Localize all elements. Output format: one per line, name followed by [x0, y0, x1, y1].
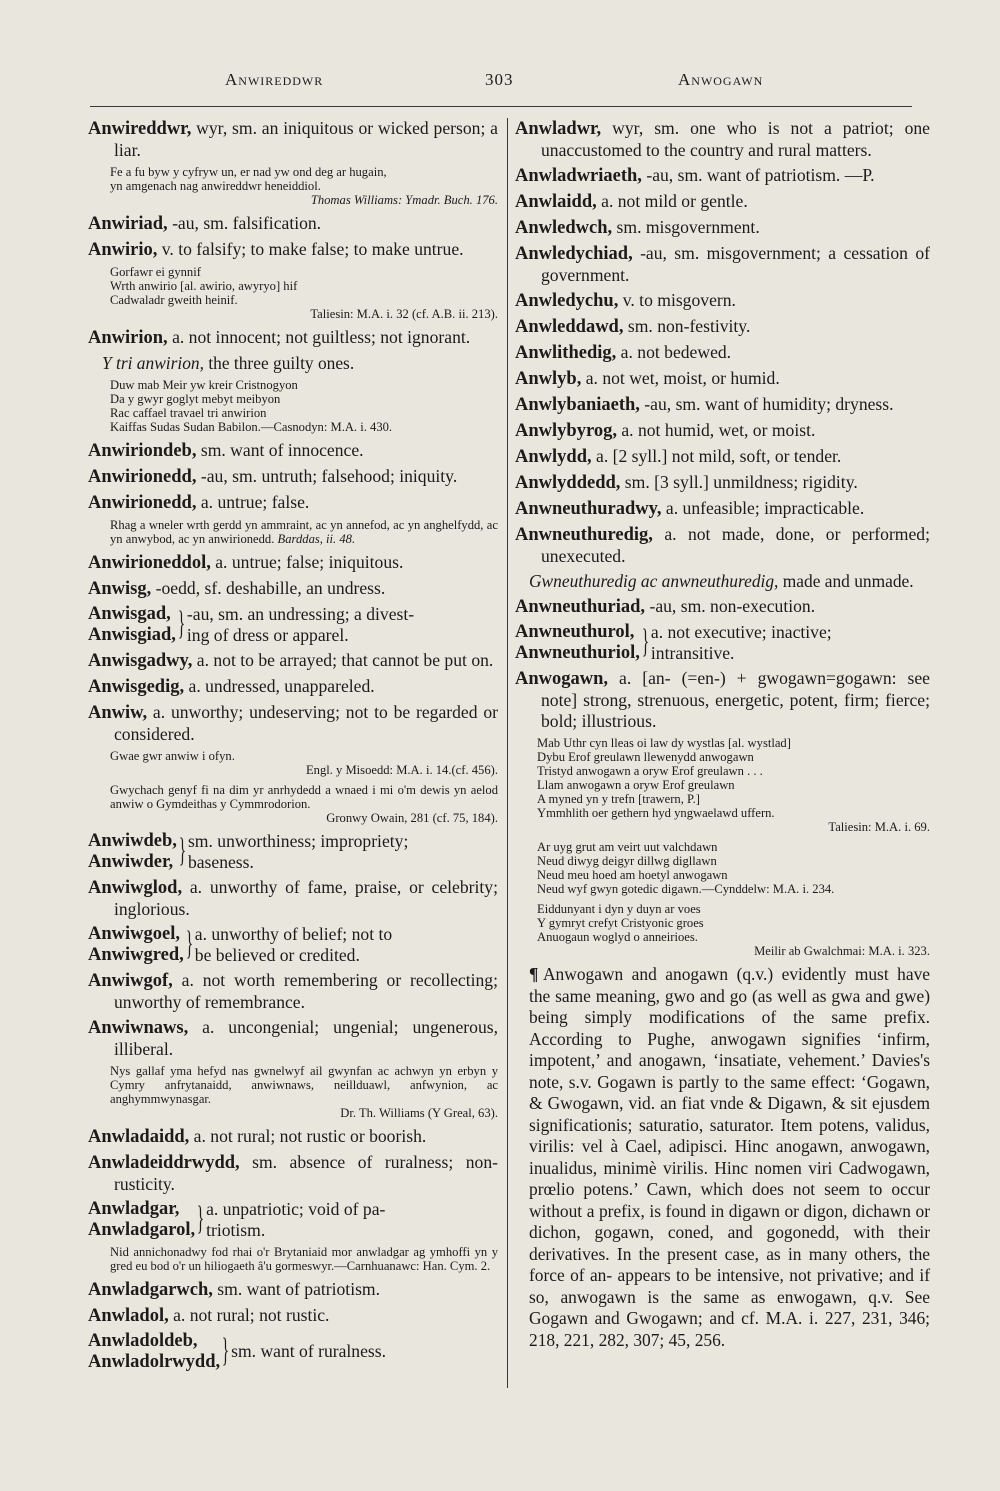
running-head-right: Anwogawn	[678, 70, 764, 89]
headword: Anwlybyrog,	[515, 421, 617, 441]
headword: Anwirio,	[88, 240, 158, 260]
definition: v. to misgovern.	[618, 290, 736, 310]
citation: Taliesin: M.A. i. 32 (cf. A.B. ii. 213).	[310, 307, 498, 321]
headword: Anwiriad,	[88, 214, 168, 234]
headword: Anwneuthuriol,	[515, 643, 640, 663]
headword: Anwirionedd,	[88, 467, 197, 487]
headword: Anwlybaniaeth,	[515, 395, 640, 415]
page-number: 303	[485, 70, 514, 89]
quote-line: Cadwaladr gweith heinif.	[110, 293, 238, 307]
entry	[515, 446, 930, 468]
entry	[515, 243, 930, 286]
brace: }	[178, 832, 187, 869]
headword: Anwneuthuradwy,	[515, 499, 662, 519]
citation: Dr. Th. Williams (Y Greal, 63).	[340, 1106, 498, 1120]
entry	[88, 1126, 498, 1148]
shared-definition	[206, 1199, 446, 1241]
headword-group	[515, 622, 640, 664]
entry	[515, 342, 930, 364]
definition: a. not rural; not rustic or boorish.	[189, 1126, 427, 1146]
definition: a. unpatriotic; void of pa-	[206, 1199, 386, 1219]
entry	[88, 1152, 498, 1195]
headword: Anwladol,	[88, 1306, 169, 1326]
entry	[88, 970, 498, 1013]
entry-pair	[515, 622, 930, 664]
headword: Anwirion,	[88, 328, 168, 348]
quotation	[88, 749, 498, 777]
quote-line: Kaiffas Sudas Sudan Babilon.—Casnodyn: M.A. i. 430.	[110, 420, 393, 434]
quote-line: Wrth anwirio [al. awirio, awyryo] hif	[110, 279, 298, 293]
headword: Anwladwriaeth,	[515, 166, 642, 186]
definition: sm. [3 syll.] unmildness; rigidity.	[620, 472, 858, 492]
definition: a. not rural; not rustic.	[168, 1305, 330, 1325]
entry	[88, 877, 498, 920]
entry-pair	[88, 1199, 498, 1241]
quotation	[515, 902, 930, 958]
definition: triotism.	[206, 1220, 266, 1240]
headword-group	[88, 604, 176, 646]
headword: Anwlydd,	[515, 447, 592, 467]
usage-example	[88, 353, 498, 374]
brace: }	[221, 1332, 230, 1369]
definition: a. unfeasible; impracticable.	[661, 498, 865, 518]
headword-group	[88, 831, 177, 873]
quotation	[515, 736, 930, 834]
definition: -au, sm. want of humidity; dryness.	[639, 394, 894, 414]
definition: a. [2 syll.] not mild, soft, or tender.	[591, 446, 842, 466]
definition: -oedd, sf. deshabille, an undress.	[151, 578, 386, 598]
entry	[515, 368, 930, 390]
brace: }	[177, 605, 186, 642]
headword-group	[88, 1331, 220, 1373]
entry	[515, 290, 930, 312]
definition: sm. want of ruralness.	[231, 1341, 386, 1361]
entry-pair	[88, 1331, 498, 1373]
headword: Anwladgarol,	[88, 1220, 196, 1240]
quote-line: Gorfawr ei gynnif	[110, 265, 201, 279]
definition: -au, sm. falsification.	[167, 213, 322, 233]
entry	[88, 650, 498, 672]
entry-pair	[88, 831, 498, 873]
running-head	[90, 70, 910, 100]
definition: a. not made, done, or performed; unexecuted.	[541, 524, 930, 566]
example-gloss: made and unmade.	[778, 571, 914, 591]
headword: Anwisg,	[88, 579, 152, 599]
entry	[515, 472, 930, 494]
entry	[515, 217, 930, 239]
shared-definition	[231, 1331, 451, 1362]
definition: sm. want of innocence.	[196, 440, 364, 460]
headword: Anwiwder,	[88, 852, 174, 872]
headword: Anwisgedig,	[88, 677, 185, 697]
quotation	[88, 783, 498, 825]
headword: Anwladaidd,	[88, 1127, 190, 1147]
entry	[88, 492, 498, 514]
definition: a. unworthy of belief; not to	[194, 924, 393, 944]
headword: Anwisgiad,	[88, 625, 176, 645]
quote-line: Dybu Erof greulawn llewenydd anwogawn	[537, 750, 754, 764]
quote-line: Eiddunyant i dyn y duyn ar voes	[537, 902, 701, 916]
quote-line: Neud meu hoed am hoetyl anwogawn	[537, 868, 728, 882]
definition: a. not to be arrayed; that cannot be put on.	[192, 650, 494, 670]
citation: Gronwy Owain, 281 (cf. 75, 184).	[326, 811, 498, 825]
quote-line: yn amgenach nag anwireddwr heneiddiol.	[110, 179, 321, 193]
entry	[88, 239, 498, 261]
entry	[515, 420, 930, 442]
headword: Anwiwdeb,	[88, 831, 177, 851]
citation: Taliesin: M.A. i. 69.	[828, 820, 930, 834]
headword: Anwiwnaws,	[88, 1018, 189, 1038]
quote-text: Nid annichonadwy fod rhai o'r Brytaniaid mor anwladgar ag ymhoffi yn y gred eu bod o'r un hiliogaeth â'u gormeswyr.—Carnhuanawc: Han. Cym. 2.	[110, 1245, 498, 1273]
quote-line: Da y gwyr goglyt mebyt meibyon	[110, 392, 281, 406]
definition: ing of dress or apparel.	[186, 625, 349, 645]
definition: a. undressed, unappareled.	[184, 676, 375, 696]
definition: a. not executive; inactive;	[650, 622, 832, 642]
headword: Anwneuthuriad,	[515, 597, 646, 617]
definition: sm. non-festivity.	[623, 316, 751, 336]
quote-line: Neud diwyg deigyr dillwg digllawn	[537, 854, 717, 868]
headword: Anwladgar,	[88, 1199, 180, 1219]
usage-example	[515, 571, 930, 592]
shared-definition	[195, 924, 457, 966]
definition: -au, sm. want of patriotism. —P.	[641, 165, 875, 185]
headword: Anwladgarwch,	[88, 1280, 213, 1300]
entry	[88, 1017, 498, 1060]
quote-line: Y gymryt crefyt Cristyonic groes	[537, 916, 704, 930]
headword: Anwladwr,	[515, 119, 602, 139]
entry	[515, 596, 930, 618]
quote-line: Fe a fu byw y cyfryw un, er nad yw ond deg ar hugain,	[110, 165, 387, 179]
quotation	[88, 165, 498, 207]
headword: Anwladolrwydd,	[88, 1352, 221, 1372]
definition: baseness.	[187, 852, 254, 872]
definition: sm. want of patriotism.	[212, 1279, 381, 1299]
definition: a. uncongenial; ungenial; ungenerous, illiberal.	[114, 1017, 498, 1059]
headword: Anwisgadwy,	[88, 651, 193, 671]
entry	[88, 213, 498, 235]
quotation	[88, 1245, 498, 1273]
citation: Meilir ab Gwalchmai: M.A. i. 323.	[754, 944, 930, 958]
entry	[88, 552, 498, 574]
entry	[515, 118, 930, 161]
quote-line: Gwae gwr anwiw i ofyn.	[110, 749, 235, 763]
definition: a. not wet, moist, or humid.	[581, 368, 780, 388]
definition: sm. unworthiness; impropriety;	[187, 831, 409, 851]
quote-line: Duw mab Meir yw kreir Cristnogyon	[110, 378, 298, 392]
headword: Anwisgad,	[88, 604, 171, 624]
headword-group	[88, 924, 184, 966]
right-column	[515, 118, 930, 1351]
header-rule	[90, 106, 912, 107]
entry	[88, 676, 498, 698]
entry	[88, 118, 498, 161]
headword: Anwledwch,	[515, 218, 613, 238]
definition: -au, sm. misgovernment; a cessation of government.	[541, 243, 930, 285]
definition: v. to falsify; to make false; to make untrue.	[157, 239, 464, 259]
column-rule	[507, 118, 508, 1388]
definition: be believed or credited.	[194, 945, 360, 965]
quote-line: Tristyd anwogawn a oryw Erof greulawn . . .	[537, 764, 763, 778]
quote-line: Rac caffael travael tri anwirion	[110, 406, 267, 420]
shared-definition	[188, 831, 466, 873]
entry	[515, 524, 930, 567]
headword-group	[88, 1199, 195, 1241]
citation: Barddas, ii. 48.	[277, 532, 356, 546]
quote-line: Ymmhlith oer gethern hyd yngwaelawd uffern.	[537, 806, 775, 820]
entry	[88, 466, 498, 488]
headword: Anwiw,	[88, 703, 148, 723]
entry	[88, 1305, 498, 1327]
paragraph-mark: ¶	[529, 964, 539, 984]
quote-text: Rhag a wneler wrth gerdd yn ammraint, ac yn annefod, ac yn anghelfydd, ac yn anwybod, ac yn anwirionedd.	[110, 518, 498, 546]
headword: Anwogawn,	[515, 669, 609, 689]
headword: Anwladeiddrwydd,	[88, 1153, 240, 1173]
headword: Anwladoldeb,	[88, 1331, 198, 1351]
brace: }	[185, 925, 193, 962]
quote-line: Ar uyg grut am veirt uut valchdawn	[537, 840, 718, 854]
definition: -au, sm. an undressing; a divest-	[186, 604, 415, 624]
definition: a. unworthy of fame, praise, or celebrity; inglorious.	[114, 877, 498, 919]
running-head-left: Anwireddwr	[225, 70, 324, 89]
headword: Anwlyddedd,	[515, 473, 621, 493]
headword: Anwlaidd,	[515, 192, 597, 212]
quotation	[88, 378, 498, 434]
headword: Anwiriondeb,	[88, 441, 197, 461]
quotation	[88, 518, 498, 546]
brace: }	[196, 1200, 205, 1237]
quote-line: Mab Uthr cyn lleas oi law dy wystlas [al. wystlad]	[537, 736, 791, 750]
definition: a. untrue; false; iniquitous.	[210, 552, 404, 572]
headword: Anwledychiad,	[515, 244, 633, 264]
entry	[88, 440, 498, 462]
quotation	[88, 265, 498, 321]
entry	[515, 316, 930, 338]
entry	[515, 668, 930, 732]
definition: a. not innocent; not guiltless; not ignorant.	[167, 327, 471, 347]
entry-pair	[88, 924, 498, 966]
quotation	[515, 840, 930, 896]
definition: sm. absence of ruralness; non-rusticity.	[114, 1152, 498, 1194]
example-gloss: the three guilty ones.	[203, 353, 355, 373]
quote-line: Llam anwogawn a oryw Erof greulawn	[537, 778, 735, 792]
definition: a. not mild or gentle.	[596, 191, 748, 211]
definition: -au, sm. untruth; falsehood; iniquity.	[196, 466, 458, 486]
headword: Anwledychu,	[515, 291, 619, 311]
headword: Anwlithedig,	[515, 343, 617, 363]
left-column	[88, 118, 498, 1377]
quote-line: A myned yn y trefn [trawern, P.]	[537, 792, 700, 806]
entry	[515, 394, 930, 416]
entry	[88, 1279, 498, 1301]
etymology-note	[515, 964, 930, 1351]
citation: Thomas Williams: Ymadr. Buch. 176.	[310, 193, 498, 207]
headword: Anwneuthuredig,	[515, 525, 653, 545]
definition: intransitive.	[650, 643, 735, 663]
entry	[88, 327, 498, 349]
definition: a. not bedewed.	[616, 342, 732, 362]
entry	[515, 498, 930, 520]
definition: a. untrue; false.	[196, 492, 310, 512]
headword: Anwiwgof,	[88, 971, 173, 991]
definition: a. not worth remembering or recollecting; unworthy of remembrance.	[114, 970, 498, 1012]
quote-text: Nys gallaf yma hefyd nas gwnelwyf ail gwynfan ac achwyn yn erbyn y Cymry anfrytanaidd, anwiwnaws, neillduawl, anfwynion, ac anghymmwynasgar.	[110, 1064, 498, 1106]
headword: Anwneuthurol,	[515, 622, 635, 642]
definition: sm. misgovernment.	[612, 217, 760, 237]
shared-definition	[651, 622, 906, 664]
headword: Anwirioneddol,	[88, 553, 211, 573]
definition: wyr, sm. an iniquitous or wicked person; a liar.	[114, 118, 498, 160]
headword: Anwiwgred,	[88, 945, 184, 965]
brace: }	[641, 623, 650, 660]
example-phrase: Y tri anwirion,	[102, 353, 204, 373]
entry	[88, 578, 498, 600]
entry-pair	[88, 604, 498, 646]
entry	[515, 165, 930, 187]
citation: Engl. y Misoedd: M.A. i. 14.(cf. 456).	[305, 763, 498, 777]
headword: Anwirionedd,	[88, 493, 197, 513]
entry	[88, 702, 498, 745]
definition: a. unworthy; undeserving; not to be regarded or considered.	[114, 702, 498, 744]
definition: wyr, sm. one who is not a patriot; one unaccustomed to the country and rural matters.	[541, 118, 930, 160]
example-phrase: Gwneuthuredig ac anwneuthuredig,	[529, 571, 779, 591]
shared-definition	[187, 604, 449, 646]
entry	[515, 191, 930, 213]
headword: Anwiwglod,	[88, 878, 183, 898]
headword: Anwiwgoel,	[88, 924, 180, 944]
definition: -au, sm. non-execution.	[645, 596, 816, 616]
quotation	[88, 1064, 498, 1120]
quote-line: Anuogaun woglyd o anneirioes.	[537, 930, 698, 944]
definition: a. [an- (=en-) + gwogawn=gogawn: see note] strong, strenuous, energetic, potent, firm; fierce; bold; illustrious.	[541, 668, 930, 731]
headword: Anwireddwr,	[88, 119, 192, 139]
quote-line: Neud wyf gwyn gotedic digawn.—Cynddelw: M.A. i. 234.	[537, 882, 835, 896]
headword: Anwleddawd,	[515, 317, 624, 337]
headword: Anwlyb,	[515, 369, 582, 389]
quote-text: Gwychach genyf fi na dim yr anrhydedd a wnaed i mi o'm dewis yn aelod anwiw o Gymdeithas y Cymmrodorion.	[110, 783, 498, 811]
definition: a. not humid, wet, or moist.	[616, 420, 816, 440]
note-text: Anwogawn and anogawn (q.v.) evidently must have the same meaning, gwo and go (as well as gwa and gwe) being simply modifications of the same prefix. According to Pughe, anwogawn signifies ‘infirm, impotent,’ and anogawn, ‘insatiate, vehement.’ Davies's note, s.v. Gogawn is partly to the same effect: ‘Gogawn, & Gwogawn, vid. an fiat vnde & Digawn, & sit ejusdem significationis; saturatio, saturator. Item potens, validus, virilis: vel à Cael, adipisci. Hinc anogawn, anwogawn, inualidus, minimè virilis. Hinc nomen viri Cadwogawn, prœlio potens.’ Cawn, which does not seem to occur without a prefix, is found in digawn or digon, dichawn or dichon, gogawn, coned, and gogonedd, with their derivatives. In the present case, as in many others, the force of an- appears to be intensive, not privative; and if so, anwogawn is the same as enwogawn, q.v. See Gogawn and Gwogawn; and cf. M.A. i. 227, 231, 346; 218, 221, 282, 307; 45, 256.	[529, 964, 930, 1350]
